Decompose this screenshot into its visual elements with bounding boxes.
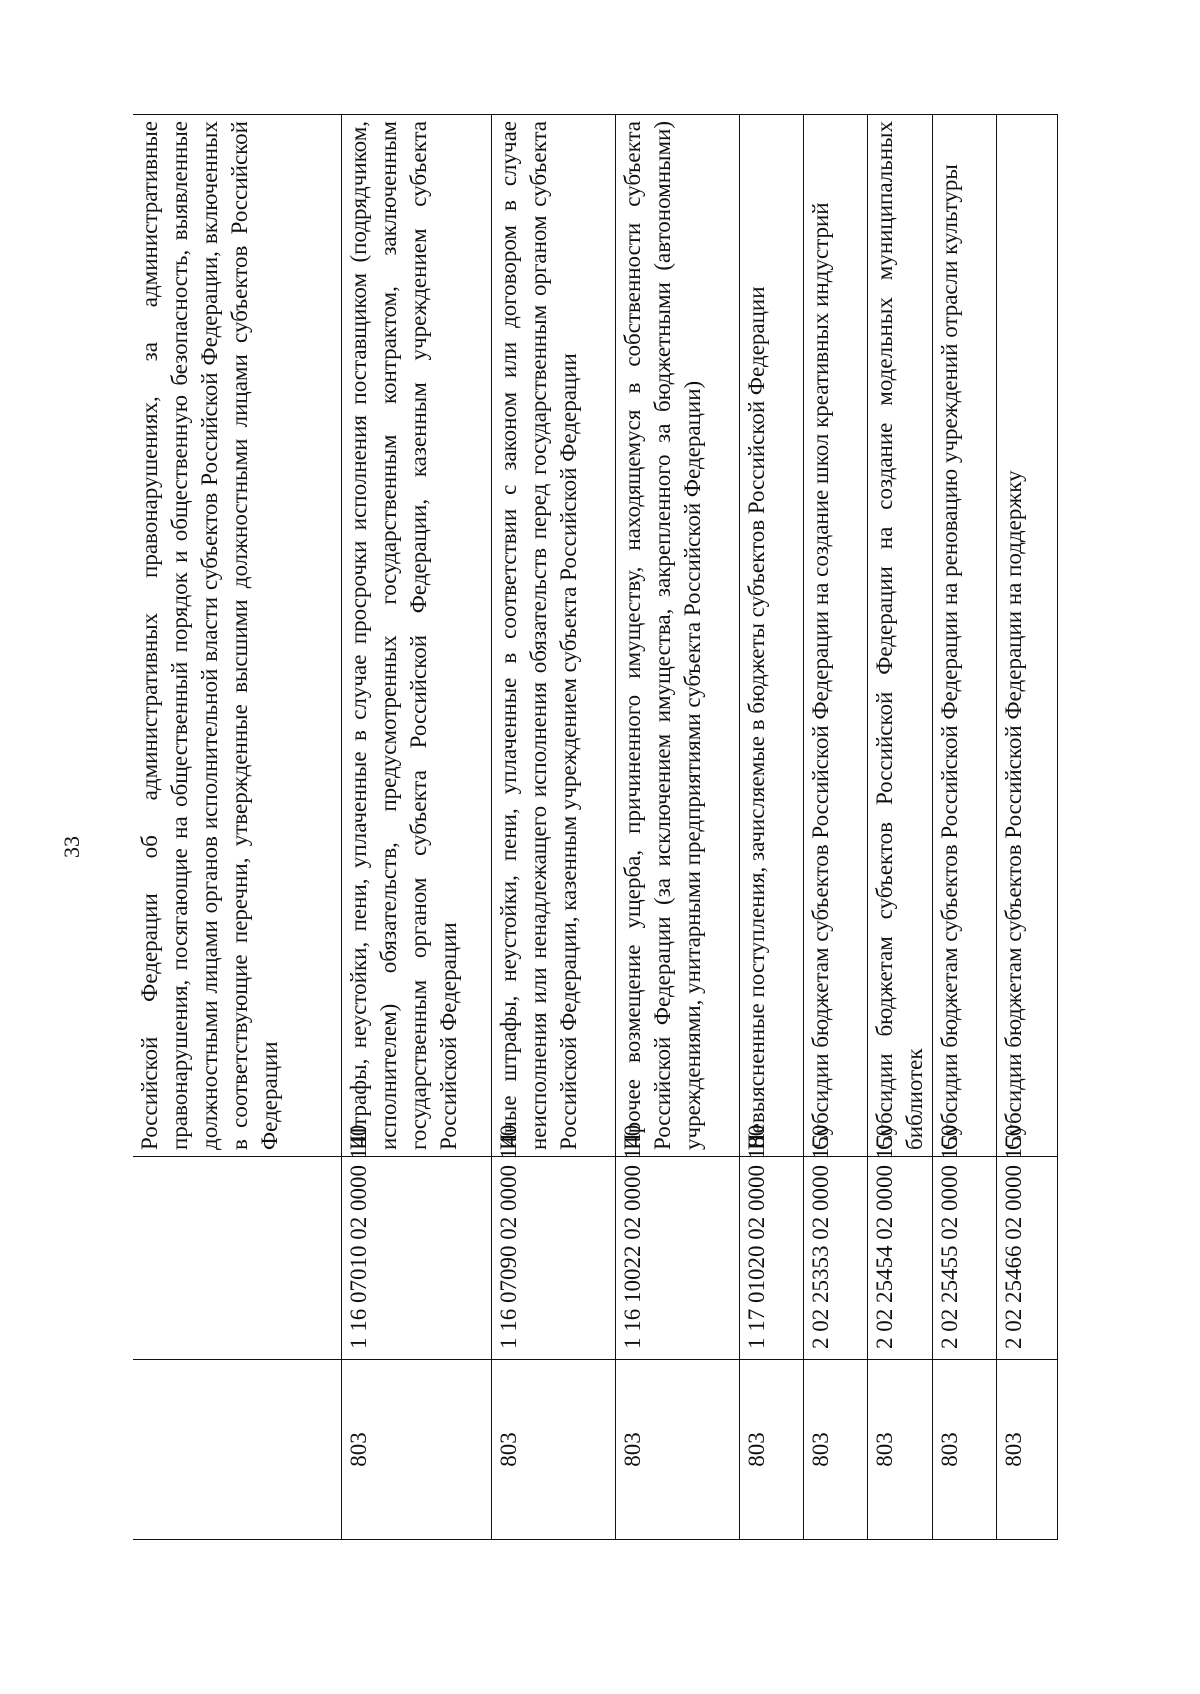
revenue-code-cell: 2 02 25353 02 0000 150	[803, 1157, 867, 1360]
table-row	[341, 115, 491, 1540]
revenue-code-cell: 2 02 25455 02 0000 150	[932, 1157, 996, 1360]
revenue-code-cell: 1 16 07010 02 0000 140	[341, 1157, 491, 1360]
admin-code-cell: 803	[615, 1360, 739, 1540]
revenue-name-cell: Иные штрафы, неустойки, пени, уплаченные в соответствии с законом или договором в случае неисполнения или ненадлежащего исполнения обязательств перед государственным органом субъекта Российской Федерации, казенным учреждением субъекта Российской Федерации	[491, 115, 615, 1157]
admin-code-cell	[133, 1360, 341, 1540]
table-row	[867, 115, 932, 1540]
rotated-table-wrapper	[133, 115, 1056, 1540]
table-row	[803, 115, 867, 1540]
table-row	[932, 115, 996, 1540]
table-row	[739, 115, 803, 1540]
admin-code-cell: 803	[739, 1360, 803, 1540]
revenue-name-cell: Штрафы, неустойки, пени, уплаченные в случае просрочки исполнения поставщиком (подрядчиком, исполнителем) обязательств, предусмотренных государственным контрактом, заключенным государственным органом субъекта Российской Федерации, казенным учреждением субъекта Российской Федерации	[341, 115, 491, 1157]
revenue-name-cell: Российской Федерации об административных правонарушениях, за административные правонарушения, посягающие на общественный порядок и общественную безопасность, выявленные должностными лицами органов исполнительной власти субъектов Российской Федерации, включенных в соответствующие перечни, утвержденные высшими должностными лицами субъектов Российской Федерации	[133, 115, 341, 1157]
revenue-name-cell: Субсидии бюджетам субъектов Российской Федерации на реновацию учреждений отрасли культуры	[932, 115, 996, 1157]
admin-code-cell: 803	[867, 1360, 932, 1540]
revenue-codes-table	[133, 114, 1058, 1540]
admin-code-cell: 803	[996, 1360, 1057, 1540]
table-row	[491, 115, 615, 1540]
table-row	[133, 115, 341, 1540]
revenue-code-cell: 1 16 10022 02 0000 140	[615, 1157, 739, 1360]
revenue-name-cell: Субсидии бюджетам субъектов Российской Федерации на создание модельных муниципальных библиотек	[867, 115, 932, 1157]
revenue-code-cell: 1 17 01020 02 0000 180	[739, 1157, 803, 1360]
revenue-code-cell	[133, 1157, 341, 1360]
admin-code-cell: 803	[491, 1360, 615, 1540]
revenue-code-cell: 2 02 25466 02 0000 150	[996, 1157, 1057, 1360]
revenue-code-cell: 1 16 07090 02 0000 140	[491, 1157, 615, 1360]
table-row	[996, 115, 1057, 1540]
revenue-code-cell: 2 02 25454 02 0000 150	[867, 1157, 932, 1360]
revenue-name-cell: Прочее возмещение ущерба, причиненного имуществу, находящемуся в собственности субъекта Российской Федерации (за исключением имущества, закрепленного за бюджетными (автономными) учреждениями, унитарными предприятиями субъекта Российской Федерации)	[615, 115, 739, 1157]
table-row	[615, 115, 739, 1540]
page-number: 33	[59, 836, 84, 858]
revenue-name-cell: Субсидии бюджетам субъектов Российской Федерации на поддержку	[996, 115, 1057, 1157]
admin-code-cell: 803	[341, 1360, 491, 1540]
revenue-name-cell: Невыясненные поступления, зачисляемые в бюджеты субъектов Российской Федерации	[739, 115, 803, 1157]
admin-code-cell: 803	[803, 1360, 867, 1540]
revenue-name-cell: Субсидии бюджетам субъектов Российской Федерации на создание школ креативных индустрий	[803, 115, 867, 1157]
admin-code-cell: 803	[932, 1360, 996, 1540]
